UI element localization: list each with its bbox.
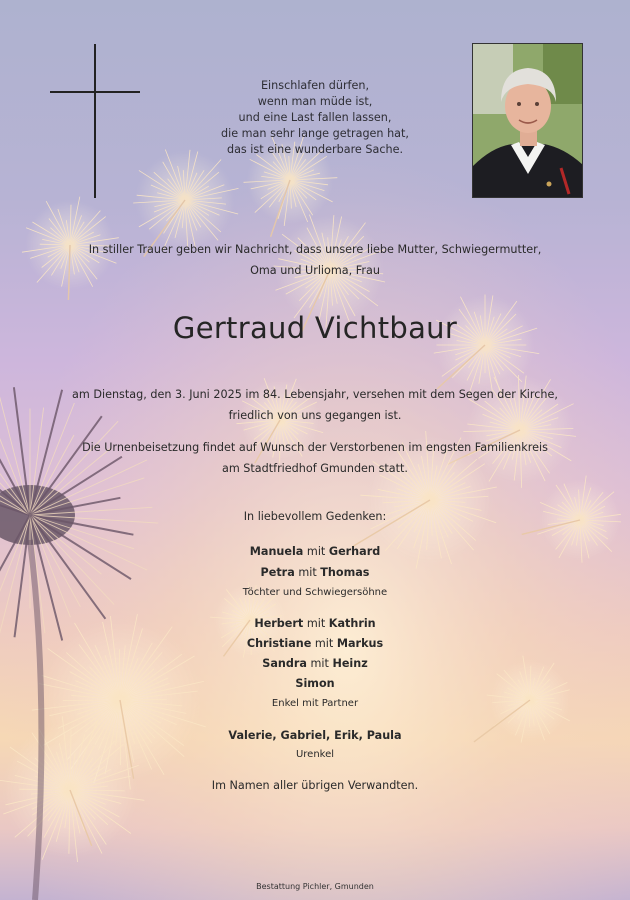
connector-word: mit [314, 637, 334, 650]
mourner-name: Petra [260, 566, 295, 579]
intro-line: Oma und Urlioma, Frau [250, 264, 380, 277]
mourner-partner: Kathrin [328, 617, 376, 630]
death-line: am Dienstag, den 3. Juni 2025 im 84. Lebensjahr, versehen mit dem Segen der Kirche, [72, 388, 558, 401]
mourner-partner: Thomas [320, 566, 370, 579]
memory-heading: In liebevollem Gedenken: [243, 510, 387, 523]
mourner-name: Christiane [246, 637, 312, 650]
mourner-name: Herbert [254, 617, 304, 630]
great-grandchildren-names: Valerie, Gabriel, Erik, Paula [228, 729, 402, 742]
children-caption: Töchter und Schwiegersöhne [242, 587, 388, 598]
poem-line: Einschlafen dürfen, [260, 79, 370, 92]
mourner-name: Manuela [249, 545, 304, 558]
death-notice [60, 384, 570, 426]
mourner-name: Sandra [262, 657, 307, 670]
mourner-partner: Markus [336, 637, 384, 650]
connector-word: mit [298, 566, 317, 579]
mourner-line [60, 729, 570, 742]
poem-line: wenn man müde ist, [257, 95, 373, 108]
connector-word: mit [306, 545, 326, 558]
mourner-partner: Gerhard [328, 545, 381, 558]
cross-icon [94, 44, 96, 198]
funeral-home-credit: Bestattung Pichler, Gmunden [256, 882, 374, 891]
mourner-line [60, 617, 570, 630]
mourner-name: Simon [295, 677, 335, 690]
burial-line: am Stadtfriedhof Gmunden statt. [222, 462, 408, 475]
mourner-line [60, 566, 570, 579]
intro-line: In stiller Trauer geben wir Nachricht, dass unsere liebe Mutter, Schwiegermutter, [88, 243, 542, 256]
deceased-name: Gertraud Vichtbaur [172, 311, 458, 345]
mourner-line [60, 657, 570, 670]
relatives-note: Im Namen aller übrigen Verwandten. [211, 779, 419, 792]
poem-line: und eine Last fallen lassen, [238, 111, 392, 124]
poem [200, 78, 430, 158]
cross-bar [50, 91, 140, 93]
poem-line: das ist eine wunderbare Sache. [226, 143, 404, 156]
connector-word: mit [306, 617, 326, 630]
mourner-line [60, 637, 570, 650]
intro-text [60, 239, 570, 281]
mourner-partner: Heinz [332, 657, 368, 670]
burial-notice [60, 437, 570, 479]
burial-line: Die Urnenbeisetzung findet auf Wunsch der Verstorbenen im engsten Familienkreis [82, 441, 548, 454]
grandchildren-caption: Enkel mit Partner [271, 698, 359, 709]
mourner-line [60, 545, 570, 558]
death-line: friedlich von uns gegangen ist. [228, 409, 402, 422]
great-grandchildren-caption: Urenkel [295, 749, 335, 760]
portrait-photo [472, 43, 583, 198]
mourner-line [60, 677, 570, 690]
poem-line: die man sehr lange getragen hat, [221, 127, 409, 140]
connector-word: mit [310, 657, 329, 670]
